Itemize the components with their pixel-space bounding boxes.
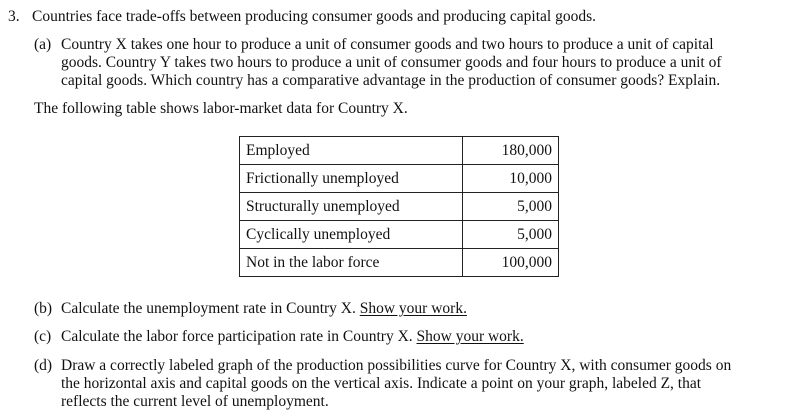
labor-market-table (239, 136, 559, 277)
part-a-line-1: Country X takes one hour to produce a unit of consumer goods and two hours to produce a unit of capital (61, 36, 714, 53)
row-label: Employed (240, 137, 463, 165)
row-value: 180,000 (463, 137, 559, 165)
question-stem: Countries face trade-offs between producing consumer goods and producing capital goods. (32, 8, 597, 25)
part-c-show-work: Show your work. (416, 328, 524, 345)
row-value: 5,000 (463, 193, 559, 221)
part-d-line-2: the horizontal axis and capital goods on the vertical axis. Indicate a point on your graph, labeled Z, that (61, 375, 702, 392)
row-label: Not in the labor force (240, 249, 463, 277)
table-intro: The following table shows labor-market data for Country X. (34, 100, 408, 117)
row-label: Cyclically unemployed (240, 221, 463, 249)
row-label: Structurally unemployed (240, 193, 463, 221)
row-value: 100,000 (463, 249, 559, 277)
table-row (240, 249, 559, 277)
part-d-line-3: reflects the current level of unemployment. (61, 393, 329, 410)
question-number: 3. (8, 8, 20, 25)
part-c-label: (c) (34, 328, 52, 345)
part-a-line-3: capital goods. Which country has a comparative advantage in the production of consumer goods? Explain. (61, 72, 721, 89)
table-row (240, 165, 559, 193)
table-row (240, 221, 559, 249)
row-label: Frictionally unemployed (240, 165, 463, 193)
part-b-show-work: Show your work. (359, 300, 467, 317)
part-a-line-2: goods. Country Y takes two hours to produce a unit of consumer goods and four hours to produce a unit of (61, 54, 722, 71)
part-c-text (61, 328, 524, 346)
table-row (240, 137, 559, 165)
part-b-text (61, 300, 467, 318)
part-d-label: (d) (34, 357, 53, 374)
part-b-label: (b) (34, 300, 53, 317)
part-b-question: Calculate the unemployment rate in Country X. (61, 300, 356, 317)
part-a-label: (a) (34, 36, 52, 53)
part-d-line-1: Draw a correctly labeled graph of the production possibilities curve for Country X, with consumer goods on (61, 357, 732, 374)
row-value: 5,000 (463, 221, 559, 249)
table-row (240, 193, 559, 221)
row-value: 10,000 (463, 165, 559, 193)
part-c-question: Calculate the labor force participation rate in Country X. (61, 328, 413, 345)
